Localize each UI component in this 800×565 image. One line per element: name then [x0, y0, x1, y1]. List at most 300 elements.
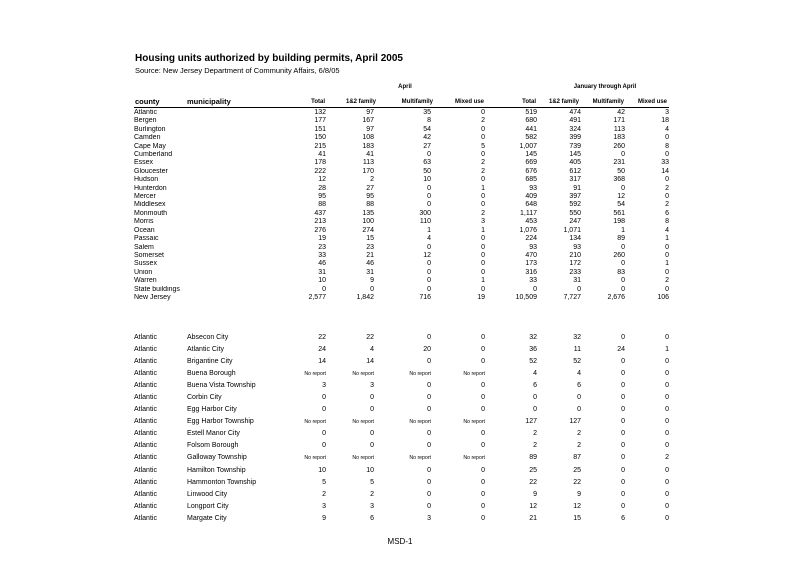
value-cell: 0 — [481, 235, 485, 243]
label-cell: Atlantic — [134, 109, 157, 116]
value-cell: 23 — [366, 243, 374, 251]
column-header-mixed: Mixed use — [454, 99, 484, 105]
value-cell: 1,117 — [520, 209, 537, 217]
value-cell: 42 — [617, 109, 625, 116]
value-cell: 0 — [481, 406, 485, 414]
label-cell: Cape May — [134, 142, 166, 150]
value-cell: 0 — [370, 430, 374, 438]
label-cell: Atlantic — [134, 490, 157, 498]
value-cell: 91 — [573, 184, 581, 192]
value-cell: 93 — [529, 184, 537, 192]
value-cell: 0 — [621, 502, 625, 510]
value-cell: 4 — [577, 370, 581, 378]
table-row — [134, 210, 669, 218]
value-cell: 0 — [427, 193, 431, 201]
label-cell: Atlantic — [134, 406, 157, 414]
column-header-municipality: municipality — [187, 97, 231, 106]
value-cell: 0 — [427, 394, 431, 402]
value-cell: 2 — [533, 430, 537, 438]
value-cell: 399 — [569, 134, 581, 142]
value-cell: 0 — [577, 406, 581, 414]
value-cell: 441 — [525, 125, 537, 133]
table-row — [134, 416, 669, 428]
value-cell: 0 — [427, 201, 431, 209]
value-cell: 0 — [621, 184, 625, 192]
table-row — [134, 185, 669, 193]
value-cell: 89 — [529, 454, 537, 462]
value-cell: 135 — [362, 209, 374, 217]
value-cell: 2,577 — [308, 293, 326, 301]
table-row — [134, 218, 669, 226]
value-cell: 324 — [569, 125, 581, 133]
value-cell: 12 — [573, 502, 581, 510]
value-cell: 46 — [318, 260, 326, 268]
source-note: Source: New Jersey Department of Community Affairs, 6/8/05 — [135, 66, 340, 75]
label-cell: Hamilton Township — [187, 466, 246, 474]
value-cell: 474 — [569, 109, 581, 116]
value-cell: 50 — [617, 167, 625, 175]
value-cell: 31 — [366, 268, 374, 276]
value-cell: 2 — [577, 442, 581, 450]
value-cell: 95 — [318, 193, 326, 201]
value-cell: 0 — [427, 285, 431, 293]
label-cell: Hammonton Township — [187, 478, 257, 486]
value-cell: 0 — [481, 466, 485, 474]
group-header-april: April — [398, 84, 412, 90]
value-cell: 5 — [481, 142, 485, 150]
value-cell: 1 — [427, 226, 431, 234]
value-cell: 0 — [427, 334, 431, 341]
value-cell: 3 — [370, 502, 374, 510]
label-cell: Morris — [134, 218, 154, 226]
value-cell: 0 — [533, 394, 537, 402]
value-cell: 0 — [481, 201, 485, 209]
value-cell: 12 — [423, 251, 431, 259]
value-cell: 0 — [481, 442, 485, 450]
value-cell: 36 — [529, 346, 537, 354]
value-cell: 739 — [569, 142, 581, 150]
value-cell: 170 — [362, 167, 374, 175]
value-cell: 0 — [621, 382, 625, 390]
value-cell: 8 — [665, 142, 669, 150]
value-cell: 12 — [529, 502, 537, 510]
value-cell: 0 — [370, 406, 374, 414]
value-cell: 12 — [318, 176, 326, 184]
value-cell: 28 — [318, 184, 326, 192]
label-cell: Margate City — [187, 514, 227, 522]
value-cell: 110 — [419, 218, 431, 226]
value-cell: 260 — [613, 251, 625, 259]
value-cell: 0 — [665, 430, 669, 438]
value-cell: 2 — [481, 167, 485, 175]
value-cell: 0 — [481, 125, 485, 133]
value-cell: 46 — [366, 260, 374, 268]
column-header-multifamily: Multifamily — [401, 99, 433, 105]
table-row — [134, 513, 669, 525]
value-cell: 0 — [665, 514, 669, 522]
value-cell: 0 — [427, 478, 431, 486]
value-cell: 0 — [665, 466, 669, 474]
value-cell: 0 — [427, 243, 431, 251]
value-cell: 33 — [529, 277, 537, 285]
table-row — [134, 392, 669, 404]
label-cell: Warren — [134, 277, 157, 285]
group-header-ytd: January through April — [573, 84, 637, 90]
value-cell: 648 — [525, 201, 537, 209]
value-cell: 1 — [481, 184, 485, 192]
value-cell: 0 — [577, 394, 581, 402]
label-cell: Galloway Township — [187, 454, 247, 462]
value-cell: 2 — [577, 430, 581, 438]
label-cell: Atlantic — [134, 334, 157, 341]
value-cell: 145 — [525, 151, 537, 159]
value-cell: 21 — [529, 514, 537, 522]
value-cell: 20 — [423, 346, 431, 354]
label-cell: Sussex — [134, 260, 157, 268]
value-cell: 0 — [621, 260, 625, 268]
value-cell: 0 — [481, 260, 485, 268]
value-cell: 132 — [314, 109, 326, 116]
label-cell: Egg Harbor Township — [187, 418, 254, 426]
table-row — [134, 489, 669, 501]
value-cell: No report — [463, 371, 485, 378]
value-cell: 260 — [613, 142, 625, 150]
table-row — [134, 260, 669, 268]
table-row — [134, 501, 669, 513]
table-row — [134, 117, 669, 125]
label-cell: Egg Harbor City — [187, 406, 237, 414]
label-cell: Folsom Borough — [187, 442, 239, 450]
value-cell: 0 — [427, 260, 431, 268]
column-header-family: 1&2 family — [345, 99, 376, 105]
value-cell: 41 — [366, 151, 374, 159]
value-cell: 210 — [569, 251, 581, 259]
table-row — [134, 201, 669, 209]
value-cell: 3 — [322, 382, 326, 390]
value-cell: 24 — [318, 346, 326, 354]
value-cell: 93 — [573, 243, 581, 251]
value-cell: 14 — [318, 358, 326, 366]
value-cell: No report — [409, 371, 431, 378]
label-cell: Atlantic — [134, 466, 157, 474]
value-cell: 21 — [366, 251, 374, 259]
value-cell: 222 — [314, 167, 326, 175]
value-cell: 612 — [569, 167, 581, 175]
value-cell: 0 — [481, 382, 485, 390]
value-cell: 0 — [427, 490, 431, 498]
value-cell: 0 — [427, 406, 431, 414]
value-cell: 0 — [322, 285, 326, 293]
value-cell: 592 — [569, 201, 581, 209]
value-cell: 0 — [665, 490, 669, 498]
value-cell: 0 — [665, 442, 669, 450]
value-cell: 172 — [569, 260, 581, 268]
value-cell: 470 — [525, 251, 537, 259]
value-cell: 2 — [322, 490, 326, 498]
value-cell: 0 — [621, 442, 625, 450]
value-cell: 19 — [477, 293, 485, 301]
value-cell: 0 — [665, 243, 669, 251]
table-row — [134, 143, 669, 151]
value-cell: 0 — [322, 394, 326, 402]
table-row — [134, 168, 669, 176]
value-cell: 5 — [370, 478, 374, 486]
value-cell: 171 — [613, 117, 625, 125]
table-row — [134, 151, 669, 159]
value-cell: 42 — [423, 134, 431, 142]
label-cell: Bergen — [134, 117, 157, 125]
value-cell: 6 — [577, 382, 581, 390]
value-cell: 0 — [665, 406, 669, 414]
value-cell: 0 — [481, 358, 485, 366]
page-footer: MSD-1 — [387, 537, 413, 546]
value-cell: 1 — [665, 346, 669, 354]
value-cell: 5 — [322, 478, 326, 486]
value-cell: 1 — [665, 260, 669, 268]
county-table — [134, 109, 669, 302]
value-cell: No report — [463, 419, 485, 426]
column-header-ytd-mixed: Mixed use — [637, 99, 667, 105]
value-cell: 2 — [665, 277, 669, 285]
value-cell: 1 — [481, 226, 485, 234]
value-cell: 2 — [370, 176, 374, 184]
value-cell: 1,842 — [356, 293, 374, 301]
value-cell: 0 — [665, 502, 669, 510]
value-cell: 9 — [322, 514, 326, 522]
table-row — [134, 332, 669, 344]
label-cell: Corbin City — [187, 394, 222, 402]
value-cell: 0 — [481, 193, 485, 201]
value-cell: 0 — [621, 454, 625, 462]
value-cell: 274 — [362, 226, 374, 234]
value-cell: 0 — [370, 442, 374, 450]
label-cell: Gloucester — [134, 167, 168, 175]
value-cell: 0 — [481, 251, 485, 259]
value-cell: 93 — [529, 243, 537, 251]
label-cell: Estell Manor City — [187, 430, 240, 438]
value-cell: 22 — [573, 478, 581, 486]
value-cell: 6 — [533, 382, 537, 390]
table-row — [134, 404, 669, 416]
value-cell: 437 — [314, 209, 326, 217]
value-cell: 0 — [665, 334, 669, 341]
value-cell: 106 — [657, 293, 669, 301]
table-row — [134, 344, 669, 356]
value-cell: 0 — [370, 285, 374, 293]
value-cell: 15 — [573, 514, 581, 522]
label-cell: Mercer — [134, 193, 156, 201]
value-cell: 0 — [427, 268, 431, 276]
value-cell: 54 — [617, 201, 625, 209]
value-cell: 0 — [621, 406, 625, 414]
column-header-ytd-family: 1&2 family — [548, 99, 579, 105]
value-cell: 0 — [621, 478, 625, 486]
value-cell: 233 — [569, 268, 581, 276]
value-cell: 317 — [569, 176, 581, 184]
value-cell: 676 — [525, 167, 537, 175]
value-cell: No report — [409, 455, 431, 462]
value-cell: 0 — [481, 285, 485, 293]
value-cell: 550 — [569, 209, 581, 217]
value-cell: 4 — [665, 125, 669, 133]
value-cell: 0 — [427, 502, 431, 510]
value-cell: 127 — [525, 418, 537, 426]
value-cell: 33 — [661, 159, 669, 167]
value-cell: 0 — [481, 490, 485, 498]
value-cell: 2 — [533, 442, 537, 450]
value-cell: 0 — [370, 394, 374, 402]
table-row — [134, 380, 669, 392]
value-cell: 397 — [569, 193, 581, 201]
value-cell: 1 — [481, 277, 485, 285]
value-cell: 12 — [617, 193, 625, 201]
column-header-county: county — [135, 97, 160, 106]
table-row — [134, 252, 669, 260]
value-cell: 100 — [362, 218, 374, 226]
value-cell: 0 — [533, 285, 537, 293]
value-cell: 300 — [419, 209, 431, 217]
value-cell: 0 — [481, 243, 485, 251]
value-cell: 18 — [661, 117, 669, 125]
value-cell: 22 — [366, 334, 374, 341]
value-cell: 2 — [481, 209, 485, 217]
value-cell: 9 — [533, 490, 537, 498]
value-cell: 1,076 — [519, 226, 537, 234]
value-cell: 25 — [529, 466, 537, 474]
value-cell: 113 — [613, 125, 625, 133]
value-cell: 0 — [481, 346, 485, 354]
value-cell: 10 — [366, 466, 374, 474]
value-cell: 0 — [621, 418, 625, 426]
value-cell: 27 — [423, 142, 431, 150]
table-row — [134, 465, 669, 477]
value-cell: 2,676 — [607, 293, 625, 301]
value-cell: 145 — [569, 151, 581, 159]
value-cell: 134 — [569, 235, 581, 243]
table-row — [134, 269, 669, 277]
value-cell: 8 — [427, 117, 431, 125]
value-cell: 519 — [525, 109, 537, 116]
value-cell: 0 — [481, 514, 485, 522]
value-cell: 10,509 — [515, 293, 537, 301]
table-row — [134, 294, 669, 302]
value-cell: 224 — [525, 235, 537, 243]
label-cell: Passaic — [134, 235, 159, 243]
value-cell: 0 — [665, 151, 669, 159]
value-cell: 3 — [481, 218, 485, 226]
value-cell: 0 — [322, 430, 326, 438]
value-cell: 1 — [621, 226, 625, 234]
value-cell: 0 — [427, 277, 431, 285]
label-cell: Buena Borough — [187, 370, 236, 378]
value-cell: 89 — [617, 235, 625, 243]
value-cell: 83 — [617, 268, 625, 276]
value-cell: 4 — [533, 370, 537, 378]
value-cell: 0 — [427, 442, 431, 450]
label-cell: Atlantic — [134, 370, 157, 378]
value-cell: 173 — [525, 260, 537, 268]
table-row — [134, 159, 669, 167]
column-header-ytd-multifamily: Multifamily — [592, 99, 624, 105]
value-cell: 6 — [665, 209, 669, 217]
label-cell: Longport City — [187, 502, 229, 510]
value-cell: 178 — [314, 159, 326, 167]
value-cell: 453 — [525, 218, 537, 226]
table-row — [134, 109, 669, 117]
label-cell: Absecon City — [187, 334, 229, 341]
table-row — [134, 286, 669, 294]
value-cell: 0 — [621, 277, 625, 285]
label-cell: Camden — [134, 134, 161, 142]
label-cell: Atlantic — [134, 502, 157, 510]
value-cell: 0 — [665, 394, 669, 402]
label-cell: Somerset — [134, 251, 164, 259]
table-row — [134, 193, 669, 201]
value-cell: 2 — [370, 490, 374, 498]
value-cell: 0 — [481, 430, 485, 438]
value-cell: 10 — [423, 176, 431, 184]
value-cell: 2 — [665, 454, 669, 462]
value-cell: 150 — [314, 134, 326, 142]
value-cell: 87 — [573, 454, 581, 462]
value-cell: 7,727 — [563, 293, 581, 301]
value-cell: 1,007 — [519, 142, 537, 150]
value-cell: 231 — [613, 159, 625, 167]
value-cell: 685 — [525, 176, 537, 184]
value-cell: 0 — [621, 430, 625, 438]
value-cell: 6 — [370, 514, 374, 522]
value-cell: 35 — [423, 109, 431, 116]
value-cell: 405 — [569, 159, 581, 167]
label-cell: Salem — [134, 243, 154, 251]
value-cell: 0 — [665, 358, 669, 366]
value-cell: 14 — [661, 167, 669, 175]
label-cell: Essex — [134, 159, 154, 167]
value-cell: 276 — [314, 226, 326, 234]
value-cell: 3 — [427, 514, 431, 522]
value-cell: 2 — [665, 201, 669, 209]
label-cell: Union — [134, 268, 153, 276]
table-row — [134, 176, 669, 184]
label-cell: Atlantic — [134, 394, 157, 402]
value-cell: 88 — [318, 201, 326, 209]
value-cell: 0 — [621, 370, 625, 378]
table-row — [134, 477, 669, 489]
value-cell: 213 — [314, 218, 326, 226]
value-cell: 0 — [427, 382, 431, 390]
value-cell: 97 — [366, 109, 374, 116]
table-row — [134, 452, 669, 464]
value-cell: 177 — [314, 117, 326, 125]
value-cell: 561 — [613, 209, 625, 217]
value-cell: 0 — [621, 394, 625, 402]
value-cell: 680 — [525, 117, 537, 125]
column-header-total: Total — [311, 99, 325, 105]
label-cell: Atlantic — [134, 358, 157, 366]
value-cell: 0 — [481, 394, 485, 402]
value-cell: 8 — [665, 218, 669, 226]
value-cell: No report — [352, 371, 374, 378]
value-cell: 1,071 — [563, 226, 581, 234]
value-cell: 6 — [621, 514, 625, 522]
value-cell: 33 — [318, 251, 326, 259]
value-cell: 0 — [481, 134, 485, 142]
table-row — [134, 227, 669, 235]
value-cell: 0 — [322, 442, 326, 450]
value-cell: 0 — [481, 502, 485, 510]
value-cell: 11 — [573, 346, 581, 354]
value-cell: 0 — [322, 406, 326, 414]
